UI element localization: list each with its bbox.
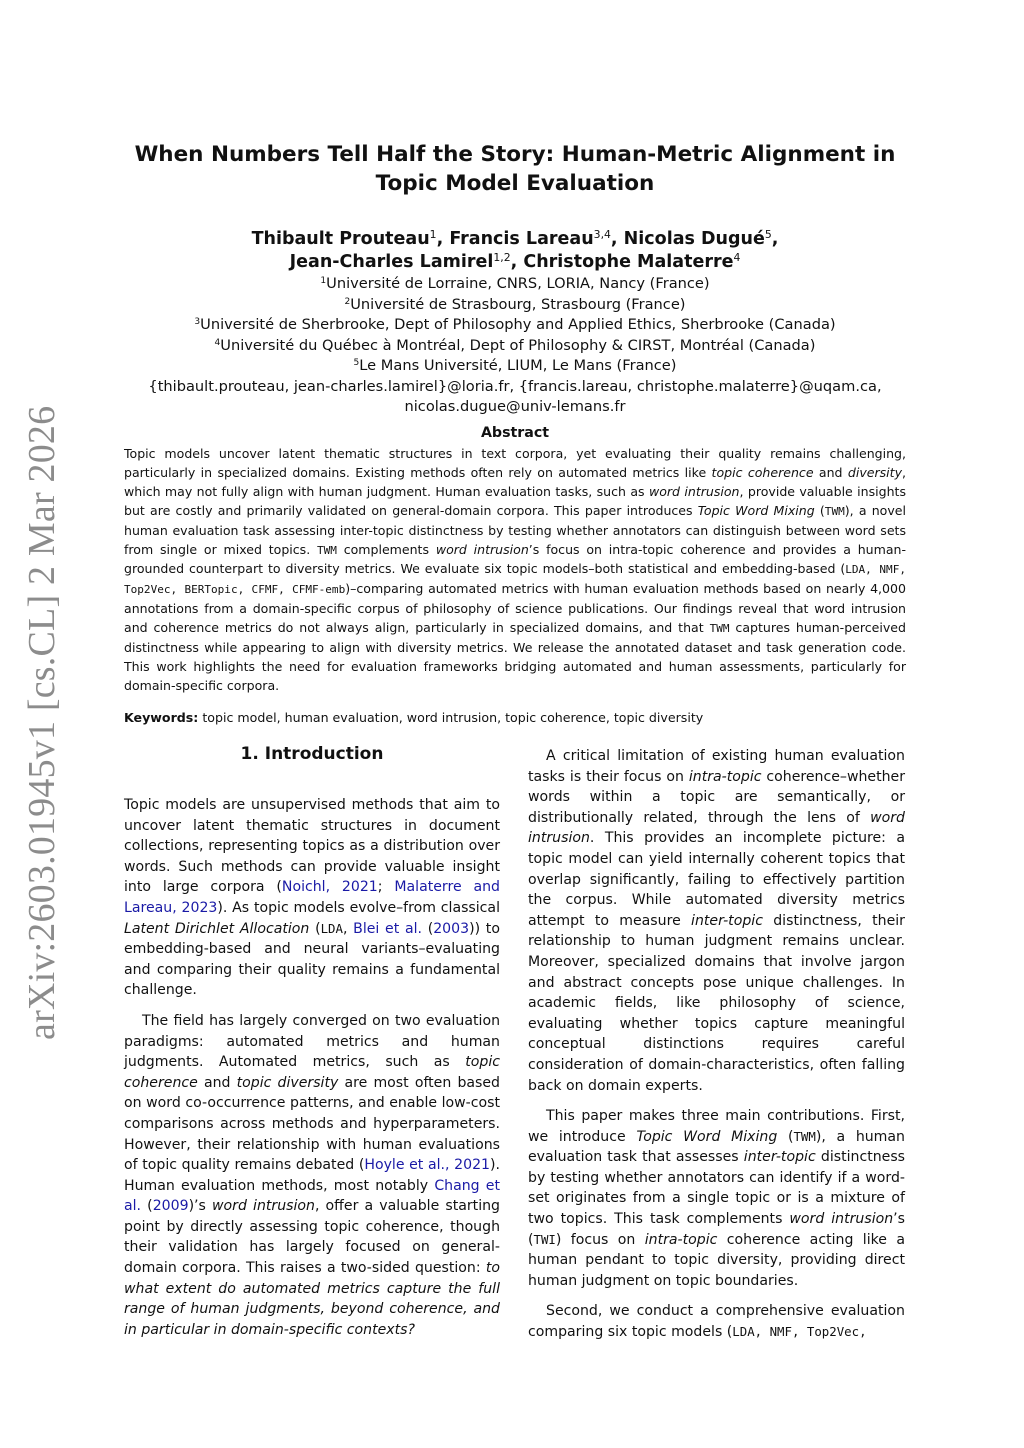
- code-term: TWI: [533, 1231, 556, 1247]
- affiliation: [120, 274, 910, 295]
- title-line-1: When Numbers Tell Half the Story: Human-Metric Alignment in: [134, 142, 896, 167]
- author-affiliation-mark: 1,2: [493, 251, 511, 265]
- body-text: (: [777, 1128, 794, 1145]
- citation-link[interactable]: Noichl, 2021: [281, 879, 378, 896]
- paragraph: [124, 1011, 500, 1341]
- citation-link[interactable]: Blei et al.: [353, 920, 422, 937]
- abstract-heading: Abstract: [480, 425, 550, 441]
- author-name: , Francis Lareau: [436, 229, 594, 249]
- author-name: Jean-Charles Lamirel: [289, 252, 494, 272]
- body-text: ,: [342, 920, 354, 937]
- author-line-1: [120, 228, 910, 251]
- abstract-emphasis: Topic Word Mixing: [697, 502, 815, 518]
- author-name: , Nicolas Dugué: [610, 229, 765, 249]
- code-term: LDA, NMF, Top2Vec,: [732, 1324, 867, 1340]
- author-separator: ,: [771, 229, 779, 249]
- abstract-code-term: LDA, NMF, Top2Vec, BERTopic, CFMF, CFMF-emb: [124, 563, 906, 597]
- body-text: ). Human evaluation methods, most notably: [124, 1157, 500, 1194]
- affiliation-text: Le Mans Université, LIUM, Le Mans (France): [359, 357, 677, 374]
- body-text: ;: [377, 879, 395, 896]
- author-name: , Christophe Malaterre: [510, 252, 734, 272]
- affiliation: [120, 295, 910, 316]
- body-text: (: [422, 920, 434, 937]
- emphasis-text: intra-topic: [688, 768, 762, 785]
- author-line-2: [120, 251, 910, 274]
- body-text: ’s (: [528, 1211, 905, 1248]
- affiliation-number: 3: [194, 317, 201, 328]
- emphasis-text: word intrusion: [789, 1211, 894, 1228]
- abstract-emphasis: topic coherence: [711, 464, 814, 480]
- abstract-text: Topic models uncover latent thematic structures in text corpora, yet evaluating their quality remains challenging, particularly in specialized domains. Existing methods often rely on automated metrics like: [124, 446, 906, 480]
- abstract-text: complements: [336, 541, 436, 557]
- affiliation: [120, 356, 910, 377]
- affiliation-text: Université de Lorraine, CNRS, LORIA, Nancy (France): [326, 275, 710, 292]
- abstract-code-term: TWM: [709, 622, 730, 636]
- abstract-emphasis: word intrusion: [435, 541, 529, 557]
- code-term: TWM: [793, 1128, 816, 1144]
- citation-link[interactable]: Chang et al.: [124, 1177, 501, 1215]
- affiliation-list: [120, 274, 910, 418]
- abstract-text: , provide valuable insights but are costly and primarily validated on general-domain corpora. This paper introduces: [124, 483, 906, 518]
- body-text: ). As topic models evolve–from classical: [217, 899, 500, 916]
- abstract-text: captures human-perceived distinctness while appearing to align with diversity metrics. We release the annotated dataset and task generation code. This work highlights the need for evaluation frameworks bridging automated and human assessments, particularly for domain-specific corpora.: [124, 620, 906, 693]
- abstract-text: (: [814, 502, 825, 518]
- body-text: distinctness by testing whether annotators can identify if a word-set originates from a single topic or is a mixture of two topics. This task complements: [528, 1149, 906, 1228]
- paper-title: [120, 140, 910, 198]
- emphasis-text: intra-topic: [644, 1231, 718, 1248]
- body-text: ) focus on: [555, 1231, 645, 1248]
- paragraph: [124, 795, 500, 1001]
- author-affiliation-mark: 5: [764, 228, 772, 242]
- affiliation-number: 4: [214, 337, 221, 348]
- body-text: This paper makes three main contributions. First, we introduce: [528, 1108, 905, 1145]
- emphasis-text: topic diversity: [236, 1074, 339, 1091]
- affiliation-text: Université de Strasbourg, Strasbourg (France): [350, 295, 686, 313]
- author-affiliation-mark: 3,4: [593, 228, 611, 242]
- abstract-code-term: TWM: [824, 504, 845, 518]
- keywords-label: Keywords:: [124, 710, 199, 725]
- emphasis-text: inter-topic: [743, 1149, 816, 1166]
- body-text: The field has largely converged on two evaluation paradigms: automated metrics and human judgments. Automated metrics, such as: [124, 1012, 500, 1071]
- abstract-text: and: [813, 464, 848, 480]
- emphasis-text: Latent Dirichlet Allocation: [124, 920, 310, 937]
- body-text: Topic models are unsupervised methods that aim to uncover latent thematic structures in document collections, representing topics as a distribution over words. Such methods can provide valuable insight into large corpora (: [124, 797, 500, 896]
- citation-link[interactable]: Hoyle et al., 2021: [364, 1157, 491, 1174]
- body-text: coherence–whether words within a topic are semantically, or distributionally related, through the lens of: [528, 768, 905, 826]
- paragraph: [528, 1301, 905, 1342]
- abstract-code-term: TWM: [316, 543, 337, 557]
- author-affiliation-mark: 4: [733, 251, 741, 265]
- citation-link[interactable]: 2009: [152, 1198, 189, 1215]
- body-text: distinctness, their relationship to human judgment remains unclear. Moreover, specialized domains that involve jargon and abstract concepts pose unique challenges. In academic fields, like philosophy of science, evaluating whether topics capture meaningful conceptual distinctions requires careful consideration of domain-characteristics, often falling back on domain experts.: [528, 912, 905, 1094]
- emphasis-text: Topic Word Mixing: [636, 1128, 778, 1145]
- emphasis-text: topic coherence: [124, 1054, 500, 1091]
- abstract-body: [124, 445, 906, 696]
- body-text: Second, we conduct a comprehensive evaluation comparing six topic models (: [528, 1303, 905, 1341]
- abstract-text: , which may not fully align with human judgment. Human evaluation tasks, such as: [124, 464, 906, 499]
- paragraph: [528, 746, 905, 1096]
- citation-link[interactable]: Malaterre and Lareau, 2023: [124, 879, 500, 916]
- body-text: (: [309, 920, 321, 937]
- left-column: [124, 795, 500, 1350]
- affiliation: [120, 336, 910, 357]
- code-term: LDA: [320, 920, 343, 936]
- author-list: [120, 228, 910, 274]
- body-text: and: [197, 1074, 237, 1091]
- affiliation-number: 1: [320, 276, 327, 287]
- affiliation-number: 5: [353, 358, 360, 369]
- abstract-emphasis: diversity: [847, 464, 902, 480]
- section-heading-introduction: 1. Introduction: [240, 744, 384, 764]
- affiliation: [120, 315, 910, 336]
- body-text: coherence acting like a human pendant to topic diversity, providing direct human judgment on topic boundaries.: [528, 1231, 905, 1289]
- body-text: A critical limitation of existing human evaluation tasks is their focus on: [528, 748, 905, 785]
- arxiv-identifier-stamp: arXiv:2603.01945v1 [cs.CL] 2 Mar 2026: [21, 405, 63, 1040]
- emphasis-text: word intrusion: [212, 1198, 315, 1215]
- body-text: , offer a valuable starting point by directly assessing topic coherence, though their validation has largely focused on general-domain corpora. This raises a two-sided question:: [124, 1198, 500, 1277]
- affiliation-text: Université de Sherbrooke, Dept of Philosophy and Applied Ethics, Sherbrooke (Canada): [200, 316, 836, 333]
- abstract-text: )–comparing automated metrics with human evaluation methods based on nearly 4,000 annotations from a domain-specific corpus of philosophy of science publications. Our findings reveal that word intrusion and coherence metrics do not always align, particularly in specialized domains, and that: [124, 581, 906, 636]
- citation-link[interactable]: 2003: [433, 920, 470, 937]
- keywords-list: topic model, human evaluation, word intrusion, topic coherence, topic diversity: [202, 710, 704, 725]
- body-text: are most often based on word co-occurrence patterns, and enable low-cost comparisons across methods and hyperparameters. However, their relationship with human evaluations of topic quality remains debated (: [124, 1074, 500, 1174]
- right-column: [528, 746, 905, 1353]
- email-addresses-line-1: {thibault.prouteau, jean-charles.lamirel}@loria.fr, {francis.lareau, christophe.malaterre}@uqam.ca,: [148, 377, 882, 395]
- abstract-emphasis: word intrusion: [648, 483, 740, 499]
- body-text: (: [141, 1198, 153, 1215]
- emphasis-text: word intrusion: [528, 809, 905, 847]
- body-text: )’s: [188, 1198, 213, 1215]
- keywords: [124, 709, 906, 727]
- abstract-text: ), a novel human evaluation task assessing inter-topic distinctness by testing whether annotators can distinguish between word sets from single or mixed topics.: [124, 502, 906, 557]
- author-name: Thibault Prouteau: [251, 229, 430, 249]
- body-text: ), a human evaluation task that assesses: [528, 1128, 905, 1166]
- affiliation-number: 2: [344, 296, 351, 307]
- abstract-text: ’s focus on intra-topic coherence and provides a human-grounded counterpart to diversity metrics. We evaluate six topic models–both statistical and embedding-based (: [124, 541, 906, 577]
- title-line-2: Topic Model Evaluation: [375, 171, 655, 196]
- body-text: . This provides an incomplete picture: a topic model can yield internally coherent topics that overlap significantly, failing to effectively partition the corpus. While automated diversity metrics attempt to measure: [528, 830, 905, 929]
- affiliation-text: Université du Québec à Montréal, Dept of Philosophy & CIRST, Montréal (Canada): [220, 336, 816, 354]
- author-affiliation-mark: 1: [429, 228, 437, 242]
- emphasis-text: inter-topic: [691, 912, 763, 929]
- emphasis-text: to what extent do automated metrics capture the full range of human judgments, beyond coherence, and in particular in domain-specific contexts?: [124, 1260, 500, 1338]
- email-addresses-line-2: nicolas.dugue@univ-lemans.fr: [404, 398, 626, 415]
- paragraph: [528, 1106, 905, 1291]
- body-text: )) to embedding-based and neural variants–evaluating and comparing their quality remains a fundamental challenge.: [124, 920, 500, 999]
